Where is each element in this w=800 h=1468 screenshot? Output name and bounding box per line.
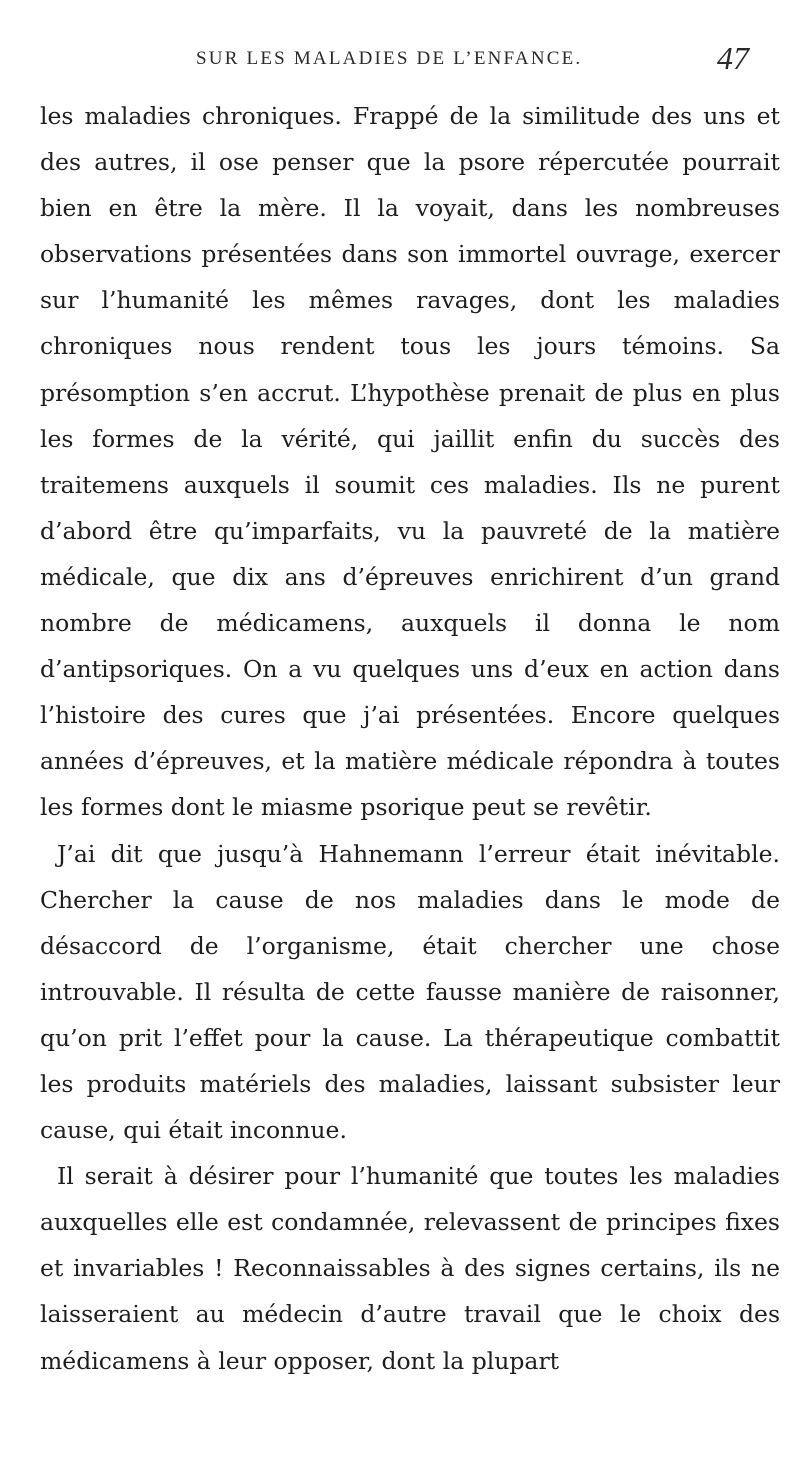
body-text: [40, 93, 780, 1384]
page-number: 47: [717, 40, 749, 76]
paragraph-2: J’ai dit que jusqu’à Hahnemann l’erreur était inévitable. Chercher la cause de nos maladies dans le mode de désaccord de l’organisme, était chercher une chose introuvable. Il résulta de cette fausse manière de raisonner, qu’on prit l’effet pour la cause. La thérapeutique combattit les produits matériels des maladies, laissant subsister leur cause, qui était inconnue.: [40, 839, 780, 1145]
paragraph-3: Il serait à désirer pour l’humanité que toutes les maladies auxquelles elle est condamnée, relevassent de principes fixes et invariables ! Reconnaissables à des signes certains, ils ne laisseraient au médecin d’autre travail que le choix des médicamens à leur opposer, dont la plupart: [40, 1162, 780, 1375]
paragraph-1: les maladies chroniques. Frappé de la similitude des uns et des autres, il ose penser que la psore répercutée pourrait bien en être la mère. Il la voyait, dans les nombreuses observations présentées dans son immortel ouvrage, exercer sur l’humanité les mêmes ravages, dont les maladies chroniques nous rendent tous les jours témoins. Sa présomption s’en accrut. L’hypothèse prenait de plus en plus les formes de la vérité, qui jaillit enfin du succès des traitemens auxquels il soumit ces maladies. Ils ne purent d’abord être qu’imparfaits, vu la pauvreté de la matière médicale, que dix ans d’épreuves enrichirent d’un grand nombre de médicamens, auxquels il donna le nom d’antipsoriques. On a vu quelques uns d’eux en action dans l’histoire des cures que j’ai présentées. Encore quelques années d’épreuves, et la matière médicale répondra à toutes les formes dont le miasme psorique peut se revêtir.: [40, 102, 780, 822]
running-head: SUR LES MALADIES DE L’ENFANCE.: [196, 48, 583, 69]
